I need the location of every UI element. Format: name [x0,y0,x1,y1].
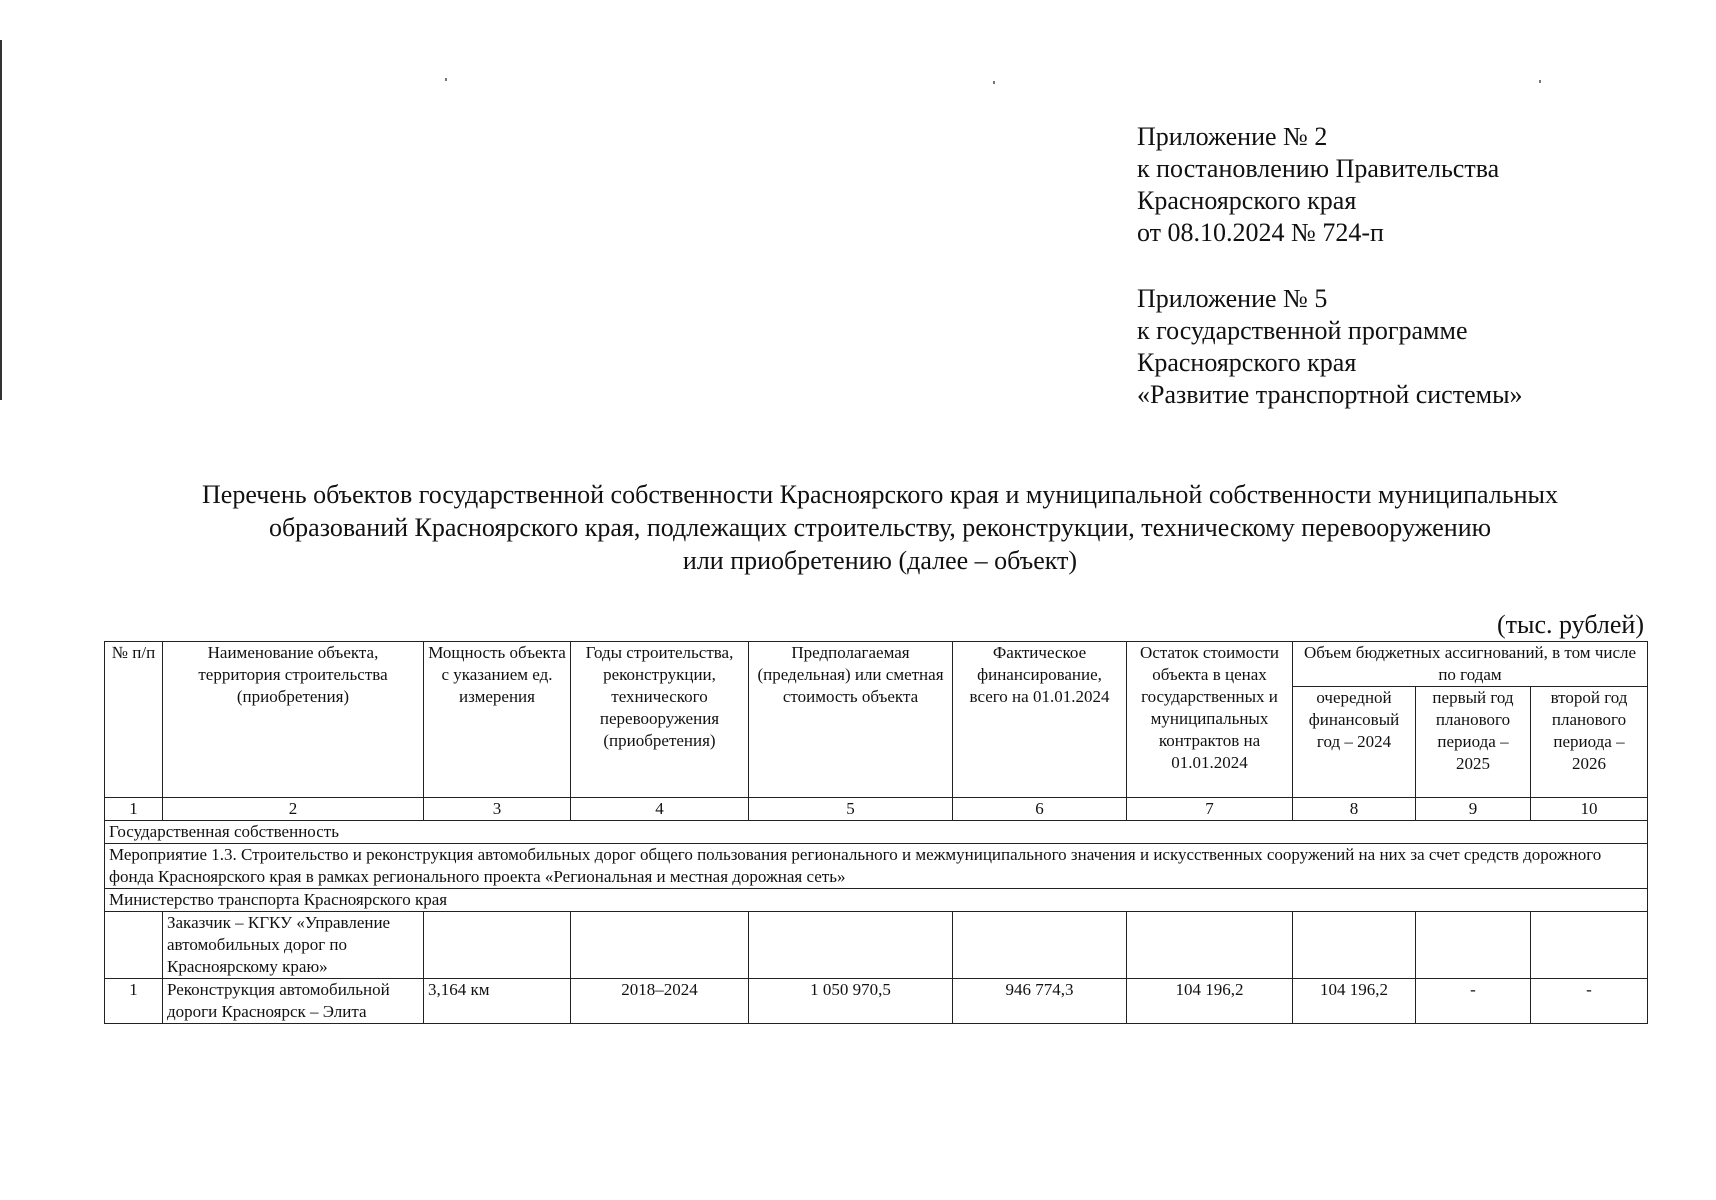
object-years: 2018–2024 [571,979,749,1024]
budget-2025: - [1416,979,1531,1024]
empty-cell [1416,912,1531,979]
header-row [105,642,1648,687]
annex-line: Красноярского края [1137,186,1357,215]
annex-line: Приложение № 2 [1137,122,1328,151]
empty-cell [953,912,1127,979]
annex-line: Приложение № 5 [1137,284,1328,313]
object-financed: 946 774,3 [953,979,1127,1024]
document-title [100,478,1660,577]
header-name: Наименование объекта, территория строительства (приобретения) [163,642,424,798]
title-line: Перечень объектов государственной собственности Красноярского края и муниципальной собственности муниципальных [202,480,1558,509]
annex-line: Красноярского края [1137,348,1357,377]
measure-row [105,844,1648,889]
object-cost: 1 050 970,5 [749,979,953,1024]
header-years: Годы строительства, реконструкции, технического перевооружения (приобретения) [571,642,749,798]
column-number: 9 [1416,798,1531,821]
units-label: (тыс. рублей) [1496,610,1644,639]
row-number: 1 [105,979,163,1024]
header-cost: Предполагаемая (предельная) или сметная стоимость объекта [749,642,953,798]
header-year-2025: первый год планового периода – 2025 [1416,687,1531,798]
header-budget-group: Объем бюджетных ассигнований, в том числе по годам [1293,642,1648,687]
annex-line: «Развитие транспортной системы» [1137,380,1523,409]
header-num: № п/п [105,642,163,798]
table-row [105,979,1648,1024]
empty-cell [1293,912,1416,979]
column-number: 1 [105,798,163,821]
empty-cell [1127,912,1293,979]
annex-line: от 08.10.2024 № 724-п [1137,218,1384,247]
budget-2024: 104 196,2 [1293,979,1416,1024]
column-number: 6 [953,798,1127,821]
object-capacity: 3,164 км [424,979,571,1024]
ministry-row [105,889,1648,912]
annex-line: к государственной программе [1137,316,1468,345]
scan-speck [993,81,995,84]
column-number: 2 [163,798,424,821]
column-number: 4 [571,798,749,821]
header-year-2026: второй год планового периода – 2026 [1531,687,1648,798]
title-line: или приобретению (далее – объект) [682,546,1078,575]
title-line: образований Красноярского края, подлежащих строительству, реконструкции, техническому перевооружению [268,513,1492,542]
customer-row [105,912,1648,979]
header-capacity: Мощность объекта с указанием ед. измерения [424,642,571,798]
empty-cell [424,912,571,979]
measure-title: Мероприятие 1.3. Строительство и реконструкция автомобильных дорог общего пользования регионального и межмуниципального значения и искусственных сооружений на них за счет средств дорожного фонда Красноярского края в рамках регионального проекта «Региональная и местная дорожная сеть» [105,844,1648,889]
annex-line: к постановлению Правительства [1137,154,1500,183]
column-number-row [105,798,1648,821]
scan-edge-line [0,40,2,400]
header-remaining: Остаток стоимости объекта в ценах государственных и муниципальных контрактов на 01.01.2024 [1127,642,1293,798]
customer-name: Заказчик – КГКУ «Управление автомобильных дорог по Красноярскому краю» [163,912,424,979]
scan-speck [1539,80,1541,83]
annex-state-program [1137,283,1523,411]
header-year-2024: очередной финансовый год – 2024 [1293,687,1416,798]
empty-cell [571,912,749,979]
empty-cell [1531,912,1648,979]
budget-2026: - [1531,979,1648,1024]
column-number: 3 [424,798,571,821]
objects-table [104,641,1648,1024]
section-title: Государственная собственность [105,821,1648,844]
scan-speck [445,78,447,81]
header-financed: Фактическое финансирование, всего на 01.01.2024 [953,642,1127,798]
ministry-title: Министерство транспорта Красноярского края [105,889,1648,912]
object-remaining: 104 196,2 [1127,979,1293,1024]
column-number: 5 [749,798,953,821]
empty-cell [749,912,953,979]
annex-current-resolution [1137,121,1499,249]
column-number: 10 [1531,798,1648,821]
object-name: Реконструкция автомобильной дороги Красноярск – Элита [163,979,424,1024]
empty-cell [105,912,163,979]
section-row [105,821,1648,844]
column-number: 7 [1127,798,1293,821]
column-number: 8 [1293,798,1416,821]
